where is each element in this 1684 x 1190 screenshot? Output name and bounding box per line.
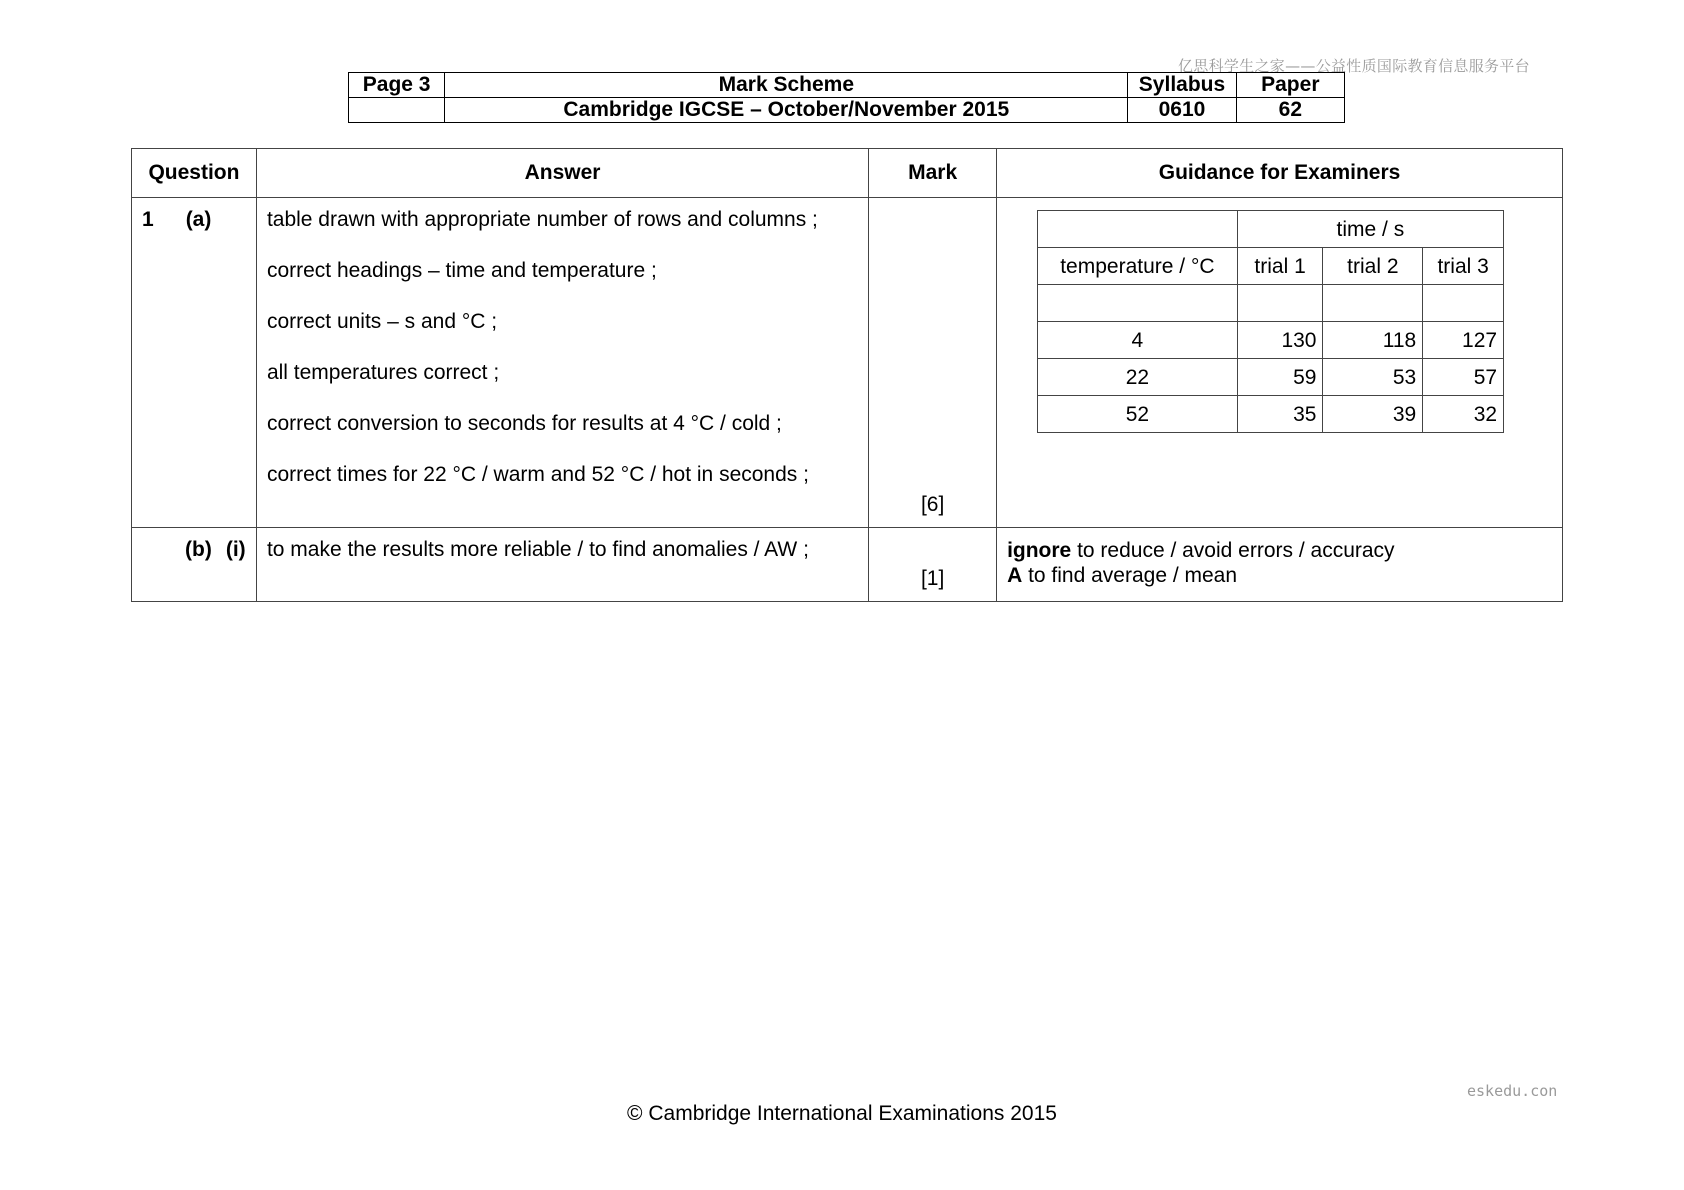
empty-cell (349, 98, 445, 123)
guidance-keyword: ignore (1007, 539, 1072, 562)
mark-scheme-table (131, 148, 1563, 602)
temperature-header: temperature / °C (1038, 248, 1238, 285)
answer-point: correct headings – time and temperature ; (266, 259, 657, 282)
page-number: Page 3 (349, 73, 445, 98)
column-header-mark: Mark (869, 149, 997, 198)
guidance-text: to find average / mean (1022, 564, 1238, 587)
answer-point: all temperatures correct ; (266, 361, 500, 384)
trial-header: trial 1 (1237, 248, 1323, 285)
table-row (1038, 322, 1504, 359)
answer-point: correct times for 22 °C / warm and 52 °C / hot in seconds ; (266, 463, 809, 486)
question-1bi-label (132, 528, 257, 602)
time-value: 127 (1423, 322, 1504, 359)
time-value: 32 (1423, 396, 1504, 433)
empty-cell (1423, 285, 1504, 322)
answer-point: correct conversion to seconds for results at 4 °C / cold ; (266, 412, 782, 435)
mark-value: [6] (920, 493, 945, 516)
time-value: 35 (1237, 396, 1323, 433)
column-header-guidance: Guidance for Examiners (997, 149, 1563, 198)
empty-cell (1323, 285, 1423, 322)
answer-point: table drawn with appropriate number of rows and columns ; (266, 208, 818, 231)
empty-cell (1038, 285, 1238, 322)
question-1a-label (132, 198, 257, 528)
exam-name: Cambridge IGCSE – October/November 2015 (445, 98, 1128, 123)
guidance-1a (997, 198, 1563, 528)
guidance-1bi (997, 528, 1563, 602)
guidance-text: to reduce / avoid errors / accuracy (1071, 539, 1395, 562)
answer-1a (256, 198, 868, 528)
time-value: 118 (1323, 322, 1423, 359)
watermark-top: 亿思科学生之家——公益性质国际教育信息服务平台 (1178, 57, 1530, 75)
watermark-bottom: eskedu.con (1467, 1082, 1558, 1100)
time-value: 53 (1323, 359, 1423, 396)
guidance-keyword: A (1007, 564, 1023, 587)
copyright-footer: © Cambridge International Examinations 2015 (627, 1102, 1057, 1125)
time-value: 39 (1323, 396, 1423, 433)
paper-label: Paper (1236, 73, 1344, 98)
question-part: (b) (185, 538, 212, 561)
table-row (1038, 359, 1504, 396)
syllabus-code: 0610 (1128, 98, 1236, 123)
answer-point: correct units – s and °C ; (266, 310, 498, 333)
answer-point: to make the results more reliable / to find anomalies / AW ; (266, 538, 809, 561)
empty-cell (1237, 285, 1323, 322)
mark-value: [1] (920, 567, 945, 590)
mark-1bi (869, 528, 997, 602)
results-table (1037, 210, 1504, 433)
table-row (1038, 396, 1504, 433)
time-header: time / s (1237, 211, 1503, 248)
column-header-question: Question (132, 149, 257, 198)
temperature-value: 22 (1038, 359, 1238, 396)
trial-header: trial 2 (1323, 248, 1423, 285)
time-value: 59 (1237, 359, 1323, 396)
temperature-value: 52 (1038, 396, 1238, 433)
paper-number: 62 (1236, 98, 1344, 123)
trial-header: trial 3 (1423, 248, 1504, 285)
doc-title: Mark Scheme (445, 73, 1128, 98)
time-value: 130 (1237, 322, 1323, 359)
column-header-answer: Answer (256, 149, 868, 198)
results-table-corner (1038, 211, 1238, 248)
question-part: (a) (185, 208, 212, 231)
time-value: 57 (1423, 359, 1504, 396)
temperature-value: 4 (1038, 322, 1238, 359)
question-number: 1 (142, 208, 154, 231)
syllabus-label: Syllabus (1128, 73, 1236, 98)
question-subpart: (i) (225, 538, 246, 561)
header-table (348, 72, 1345, 123)
answer-1bi (256, 528, 868, 602)
mark-1a (869, 198, 997, 528)
